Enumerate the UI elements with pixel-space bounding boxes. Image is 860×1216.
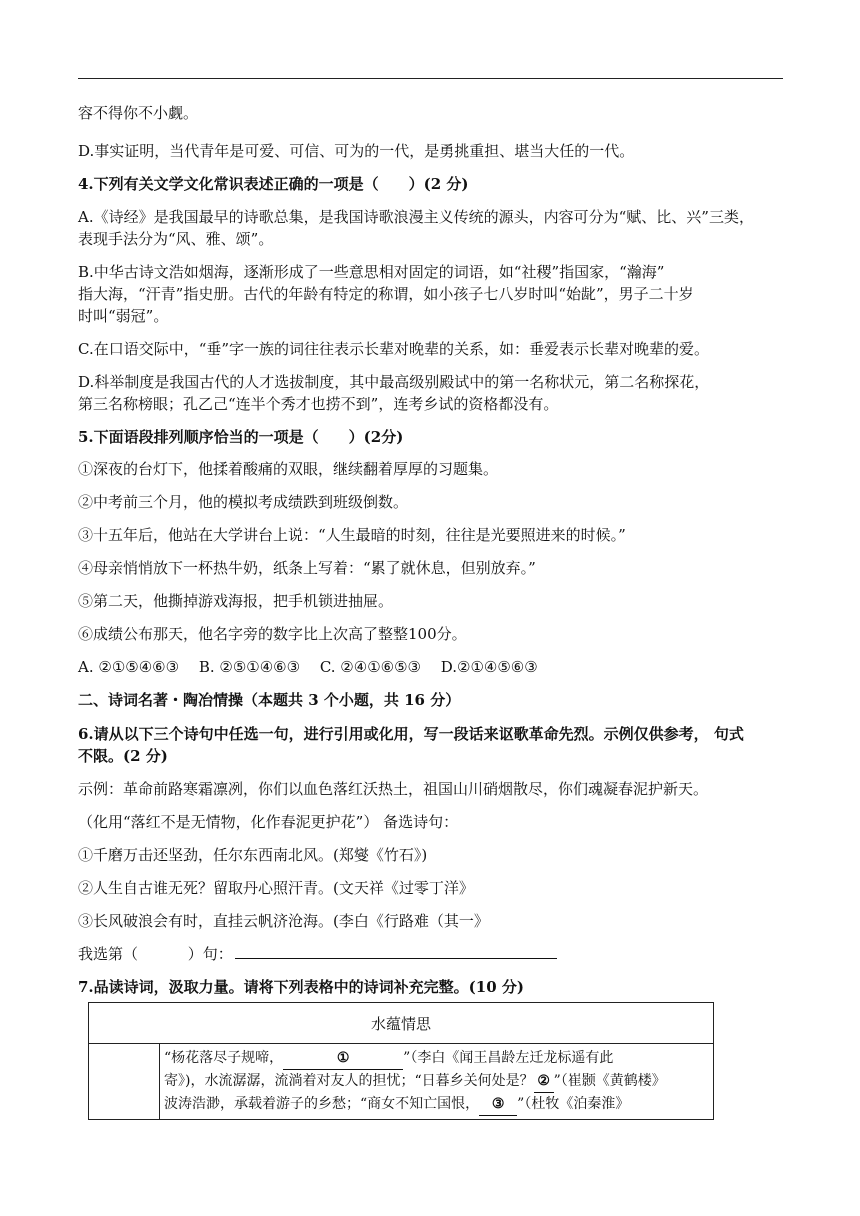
question-5: 5.下面语段排列顺序恰当的一项是（ ）(2分) — [78, 428, 404, 446]
question-6-line1: 6.请从以下三个诗句中任选一句，进行引用或化用，写一段话来讴歌革命先烈。示例仅供参考， 句式 — [78, 725, 744, 743]
table-row-line — [164, 1093, 711, 1116]
sentence-5: ⑤第二天，他撕掉游戏海报，把手机锁进抽屉。 — [78, 592, 394, 610]
option-a-line1: A.《诗经》是我国最早的诗歌总集，是我国诗歌浪漫主义传统的源头，内容可分为“赋、比、兴”三类， — [78, 208, 754, 226]
poem-option-3: ③长风破浪会有时，直挂云帆济沧海。(李白《行路难（其一》 — [78, 912, 489, 930]
sentence-3: ③十五年后，他站在大学讲台上说：“人生最暗的时刻，往往是光要照进来的时候。” — [78, 526, 626, 544]
q5-options: A. ②①⑤④⑥③ B. ②⑤①④⑥③ C. ②④①⑥⑤③ D.②①④⑤⑥③ — [78, 658, 538, 676]
sentence-1: ①深夜的台灯下，他揉着酸痛的双眼，继续翻着厚厚的习题集。 — [78, 460, 499, 478]
section-2-title: 二、诗词名著・陶冶情操（本题共 3 个小题，共 16 分） — [78, 691, 461, 709]
table-text: ”（杜牧《泊秦淮》 — [517, 1096, 630, 1112]
table-text: ”（李白《闻王昌龄左迁龙标遥有此 — [403, 1050, 614, 1066]
example-line2: （化用“落红不是无情物，化作春泥更护花”） 备选诗句： — [78, 813, 459, 831]
question-6-line2: 不限。(2 分) — [78, 747, 168, 765]
table-row-line — [164, 1047, 711, 1070]
example-line1: 示例：革命前路寒霜凛冽，你们以血色落红沃热土，祖国山川硝烟散尽，你们魂凝春泥护新天。 — [78, 780, 709, 798]
option-c: C.在口语交际中，“垂”字一族的词往往表示长辈对晚辈的关系，如：垂爱表示长辈对晚辈的爱。 — [78, 340, 710, 358]
question-4: 4.下列有关文学文化常识表述正确的一项是（ ）(2 分) — [78, 175, 469, 193]
table-content-cell — [160, 1044, 714, 1120]
blank-3[interactable]: ③ — [479, 1093, 517, 1116]
sentence-2: ②中考前三个月，他的模拟考成绩跌到班级倒数。 — [78, 493, 409, 511]
text-line: 容不得你不小觑。 — [78, 104, 199, 122]
answer-blank[interactable] — [235, 943, 557, 959]
option-d-line2: 第三名称榜眼；孔乙己“连半个秀才也捞不到”，连考乡试的资格都没有。 — [78, 395, 559, 413]
question-7: 7.品读诗词，汲取力量。请将下列表格中的诗词补充完整。(10 分) — [78, 978, 524, 996]
table-text: “杨花落尽子规啼， — [164, 1050, 284, 1066]
table-row-line — [164, 1070, 711, 1093]
blank-1[interactable]: ① — [283, 1047, 403, 1070]
table-text: ”（崔颢《黄鹤楼》 — [553, 1073, 666, 1089]
poetry-table — [88, 1002, 714, 1120]
poem-option-1: ①千磨万击还坚劲，任尔东西南北风。(郑燮《竹石》) — [78, 846, 428, 864]
option-b-line2: 指大海，“汗青”指史册。古代的年龄有特定的称谓，如小孩子七八岁时叫“始龀”，男子二十岁 — [78, 285, 694, 303]
table-text: 寄》)，水流潺潺，流淌着对友人的担忧；“日暮乡关何处是？ — [164, 1073, 534, 1089]
answer-line — [78, 943, 788, 965]
table-header: 水蕴情思 — [89, 1003, 714, 1044]
option-b-line1: B.中华古诗文浩如烟海，逐渐形成了一些意思相对固定的词语，如“社稷”指国家，“瀚海” — [78, 263, 665, 281]
poem-option-2: ②人生自古谁无死？留取丹心照汗青。(文天祥《过零丁洋》 — [78, 879, 474, 897]
option-a-line2: 表现手法分为“风、雅、颂”。 — [78, 230, 274, 248]
text-line: D.事实证明，当代青年是可爱、可信、可为的一代，是勇挑重担、堪当大任的一代。 — [78, 142, 635, 160]
option-b-line3: 时叫“弱冠”。 — [78, 307, 169, 325]
header-rule — [78, 78, 783, 79]
blank-2[interactable]: ② — [534, 1070, 554, 1093]
table-text: 波涛浩渺，承载着游子的乡愁；“商女不知亡国恨， — [164, 1096, 480, 1112]
answer-prompt: 我选第（ ）句： — [78, 945, 233, 963]
sentence-6: ⑥成绩公布那天，他名字旁的数字比上次高了整整100分。 — [78, 625, 467, 643]
option-d-line1: D.科举制度是我国古代的人才选拔制度，其中最高级别殿试中的第一名称状元，第二名称探花， — [78, 373, 710, 391]
table-left-cell — [89, 1044, 160, 1120]
sentence-4: ④母亲悄悄放下一杯热牛奶，纸条上写着：“累了就休息，但别放弃。” — [78, 559, 536, 577]
